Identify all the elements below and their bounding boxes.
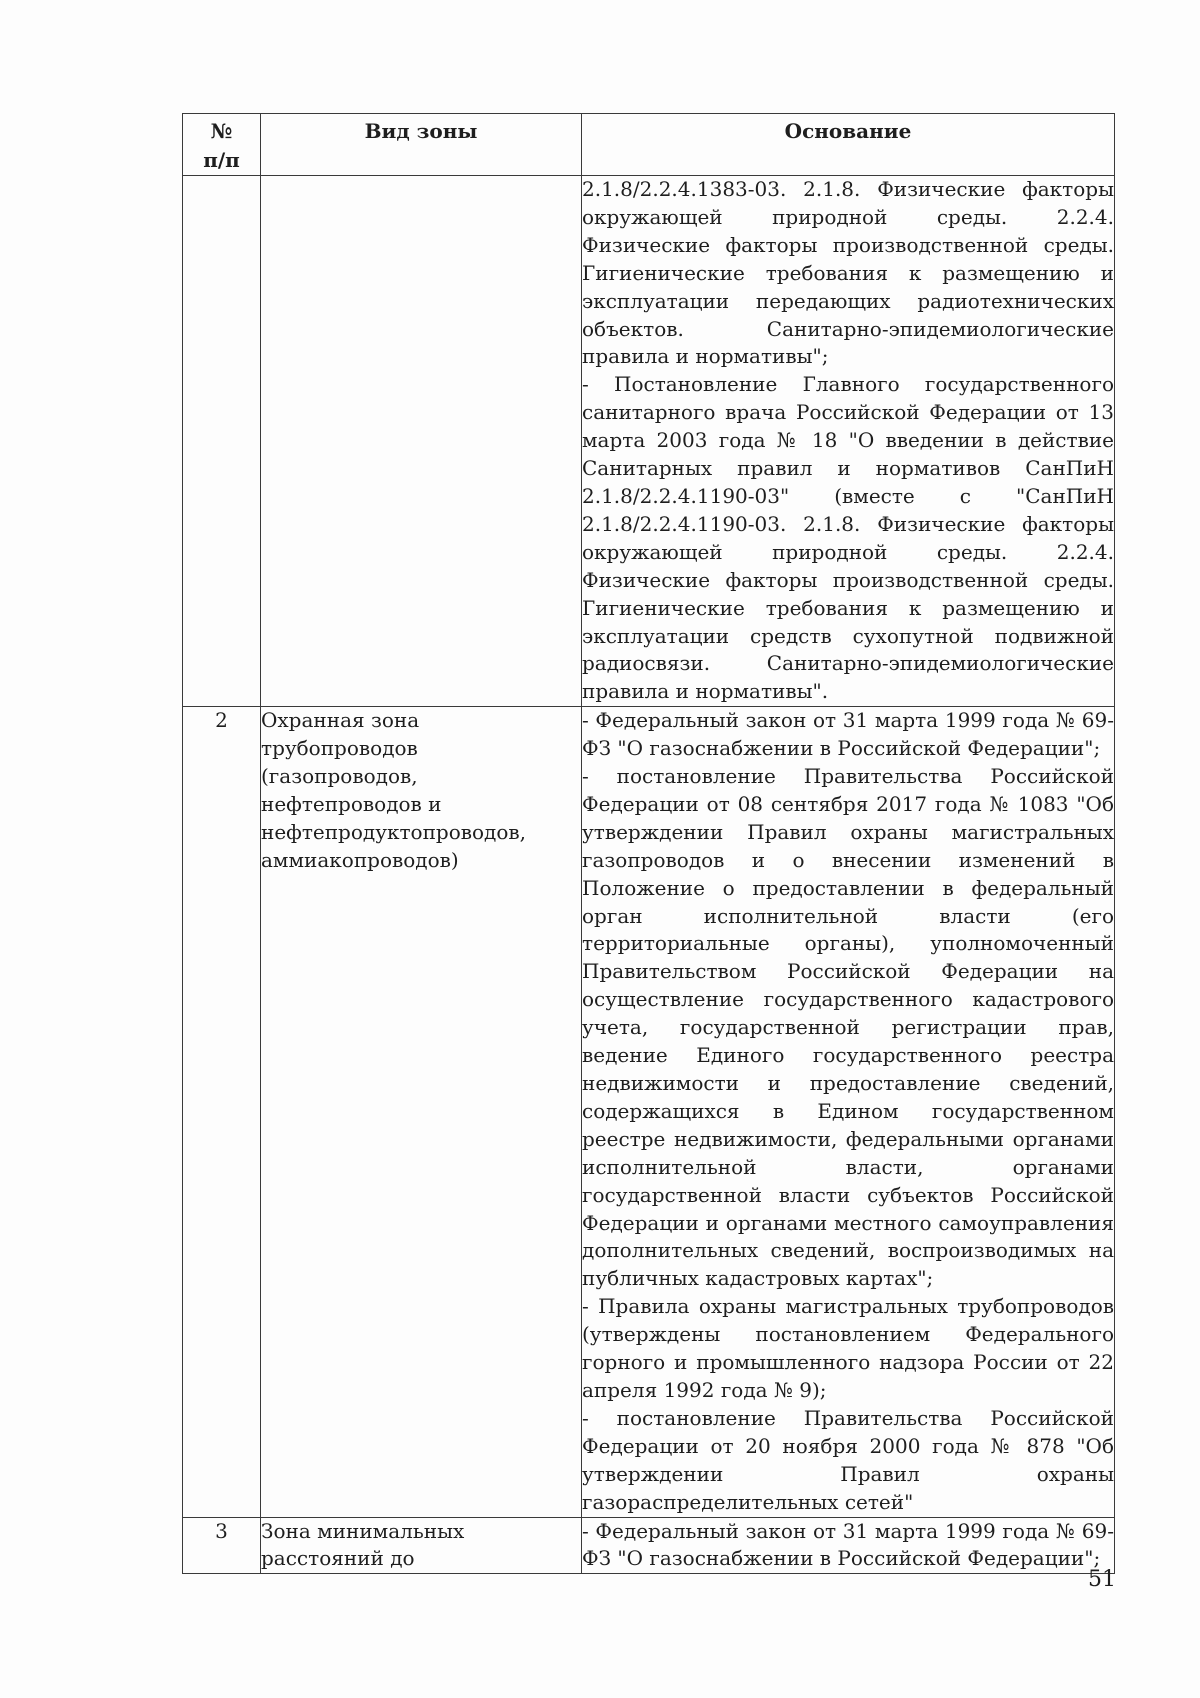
basis-line: Федерации и органами местного самоуправления bbox=[582, 1210, 1114, 1235]
basis-line: горного и промышленного надзора России от 22 bbox=[582, 1350, 1114, 1375]
basis-line: исполнительной власти, органами bbox=[582, 1154, 1114, 1179]
table-row bbox=[183, 1517, 1115, 1574]
page-number: 51 bbox=[1088, 1567, 1116, 1592]
basis-line: окружающей природной среды. 2.2.4. bbox=[582, 204, 1114, 229]
cell-basis bbox=[582, 176, 1115, 707]
zones-table bbox=[182, 113, 1115, 1574]
basis-line: - Постановление Главного государственного bbox=[582, 372, 1114, 397]
basis-line: содержащихся в Едином государственном bbox=[582, 1098, 1114, 1123]
basis-line: санитарного врача Российской Федерации от 13 bbox=[582, 400, 1114, 425]
basis-line: публичных кадастровых картах"; bbox=[582, 1266, 934, 1291]
cell-number bbox=[183, 176, 261, 707]
basis-line: (утверждены постановлением Федерального bbox=[582, 1322, 1114, 1347]
header-basis-label: Основание bbox=[784, 119, 912, 143]
cell-number: 2 bbox=[183, 707, 261, 1517]
basis-line: Гигиенические требования к размещению и bbox=[582, 260, 1114, 285]
basis-line: апреля 1992 года № 9); bbox=[582, 1377, 827, 1402]
table-row bbox=[183, 176, 1115, 707]
basis-line: недвижимости и предоставление сведений, bbox=[582, 1071, 1114, 1095]
basis-line: орган исполнительной власти (его bbox=[582, 903, 1114, 928]
basis-line: Положение о предоставлении в федеральный bbox=[582, 875, 1114, 900]
basis-line: правила и нормативы"; bbox=[582, 344, 829, 369]
basis-line: - Правила охраны магистральных трубопроводов bbox=[582, 1294, 1114, 1319]
basis-line: территориальные органы), уполномоченный bbox=[582, 931, 1114, 956]
basis-line: марта 2003 года № 18 "О введении в действие bbox=[582, 428, 1114, 453]
cell-basis bbox=[582, 1517, 1115, 1574]
basis-line: эксплуатации передающих радиотехнических bbox=[582, 288, 1114, 313]
basis-line: 2.1.8/2.2.4.1383-03. 2.1.8. Физические факторы bbox=[582, 177, 1114, 201]
cell-number: 3 bbox=[183, 1517, 261, 1574]
basis-line: Правительством Российской Федерации на bbox=[582, 959, 1114, 984]
basis-line: Физические факторы производственной среды. bbox=[582, 232, 1114, 257]
header-basis bbox=[582, 114, 1115, 176]
basis-line: осуществление государственного кадастрового bbox=[582, 987, 1114, 1012]
basis-line: учета, государственной регистрации прав, bbox=[582, 1015, 1114, 1040]
basis-line: правила и нормативы". bbox=[582, 679, 829, 704]
header-zone-type bbox=[261, 114, 582, 176]
header-number-label: № п/п bbox=[203, 119, 240, 172]
basis-line: ФЗ "О газоснабжении в Российской Федерации"; bbox=[582, 736, 1101, 761]
basis-line: - Федеральный закон от 31 марта 1999 года № 69- bbox=[582, 708, 1114, 733]
basis-line: утверждении Правил охраны bbox=[582, 1461, 1114, 1486]
basis-line: - Федеральный закон от 31 марта 1999 года № 69- bbox=[582, 1518, 1114, 1543]
header-number bbox=[183, 114, 261, 176]
basis-line: - постановление Правительства Российской bbox=[582, 1405, 1114, 1430]
cell-zone-type: Охранная зона трубопроводов (газопроводов, нефтепроводов и нефтепродуктопроводов, аммиакопроводов) bbox=[261, 707, 582, 1517]
basis-line: ФЗ "О газоснабжении в Российской Федерации"; bbox=[582, 1546, 1101, 1571]
basis-line: дополнительных сведений, воспроизводимых на bbox=[582, 1238, 1114, 1263]
basis-line: Гигиенические требования к размещению и bbox=[582, 595, 1114, 620]
basis-line: Федерации от 20 ноября 2000 года № 878 "Об bbox=[582, 1433, 1114, 1458]
basis-line: - постановление Правительства Российской bbox=[582, 764, 1114, 789]
basis-line: газопроводов и о внесении изменений в bbox=[582, 847, 1114, 872]
basis-line: объектов. Санитарно-эпидемиологические bbox=[582, 316, 1114, 341]
basis-line: Федерации от 08 сентября 2017 года № 1083 "Об bbox=[582, 791, 1114, 816]
cell-zone-type bbox=[261, 176, 582, 707]
basis-line: Санитарных правил и нормативов СанПиН bbox=[582, 456, 1114, 481]
cell-zone-type: Зона минимальных расстояний до bbox=[261, 1517, 582, 1574]
basis-line: 2.1.8/2.2.4.1190-03. 2.1.8. Физические факторы bbox=[582, 511, 1114, 536]
basis-line: эксплуатации средств сухопутной подвижной bbox=[582, 623, 1114, 648]
table-header-row bbox=[183, 114, 1115, 176]
basis-line: Физические факторы производственной среды. bbox=[582, 567, 1114, 592]
table-row bbox=[183, 707, 1115, 1517]
basis-line: ведение Единого государственного реестра bbox=[582, 1043, 1114, 1068]
basis-line: радиосвязи. Санитарно-эпидемиологические bbox=[582, 651, 1114, 676]
basis-line: газораспределительных сетей" bbox=[582, 1489, 914, 1514]
header-zone-type-label: Вид зоны bbox=[364, 119, 478, 143]
basis-line: утверждении Правил охраны магистральных bbox=[582, 819, 1114, 844]
basis-line: 2.1.8/2.2.4.1190-03" (вместе с "СанПиН bbox=[582, 483, 1114, 508]
basis-line: окружающей природной среды. 2.2.4. bbox=[582, 539, 1114, 564]
basis-line: реестре недвижимости, федеральными органами bbox=[582, 1126, 1114, 1151]
basis-line: государственной власти субъектов Российской bbox=[582, 1182, 1114, 1207]
cell-basis bbox=[582, 707, 1115, 1517]
